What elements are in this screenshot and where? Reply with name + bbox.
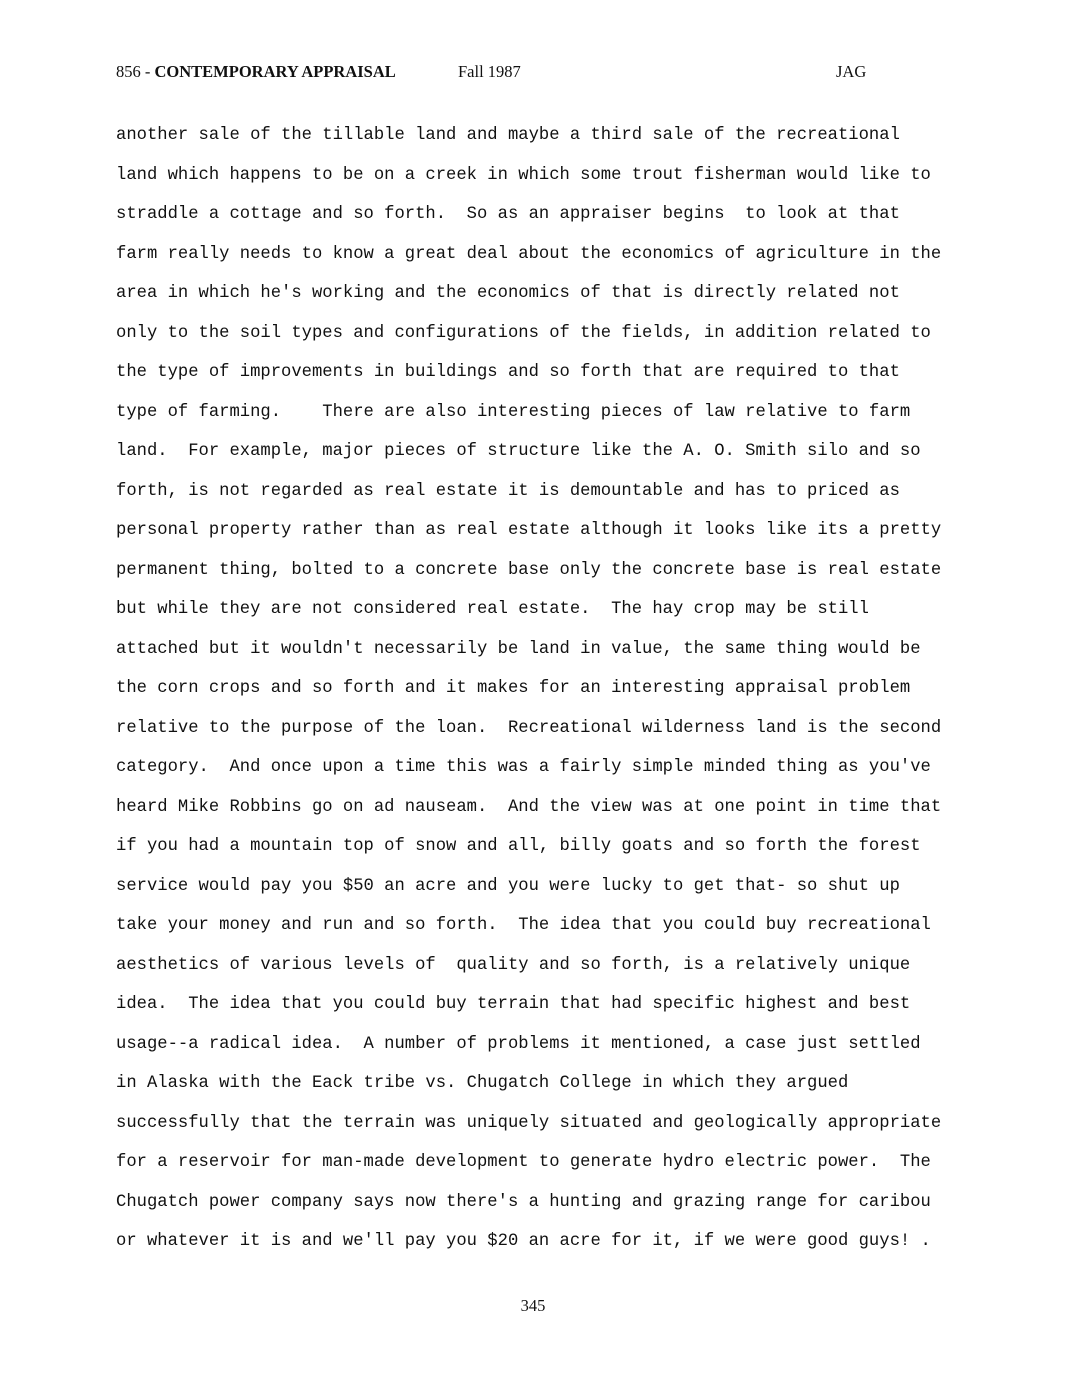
text-line: in Alaska with the Eack tribe vs. Chugatch College in which they argued: [116, 1074, 849, 1093]
text-line: usage--a radical idea. A number of problems it mentioned, a case just settled: [116, 1034, 921, 1054]
text-line: successfully that the terrain was uniquely situated and geologically appropriate: [116, 1113, 942, 1133]
transcript-body: [116, 122, 956, 1268]
text-line: the type of improvements in buildings and so forth that are required to that: [116, 363, 900, 382]
text-line: idea. The idea that you could buy terrain that had specific highest and best: [116, 995, 911, 1014]
text-line: aesthetics of various levels of quality and so forth, is a relatively unique: [116, 955, 911, 975]
text-line: Chugatch power company says now there's a hunting and grazing range for caribou: [116, 1192, 931, 1212]
text-line: land which happens to be on a creek in which some trout fisherman would like to: [116, 165, 931, 185]
course-number: 856 -: [116, 62, 155, 81]
course-title: CONTEMPORARY APPRAISAL: [154, 62, 396, 81]
text-line: heard Mike Robbins go on ad nauseam. And the view was at one point in time that: [116, 797, 942, 817]
text-line: relative to the purpose of the loan. Recreational wilderness land is the second: [116, 718, 942, 738]
text-line: category. And once upon a time this was a fairly simple minded thing as you've: [116, 758, 931, 777]
text-line: permanent thing, bolted to a concrete base only the concrete base is real estate: [116, 560, 942, 580]
text-line: personal property rather than as real estate although it looks like its a pretty: [116, 521, 942, 540]
text-line: straddle a cottage and so forth. So as an appraiser begins to look at that: [116, 205, 900, 224]
text-line: attached but it wouldn't necessarily be land in value, the same thing would be: [116, 639, 921, 659]
text-line: another sale of the tillable land and maybe a third sale of the recreational: [116, 126, 900, 145]
text-line: only to the soil types and configurations of the fields, in addition related to: [116, 323, 931, 343]
text-line: the corn crops and so forth and it makes for an interesting appraisal problem: [116, 679, 911, 698]
text-line: for a reservoir for man-made development to generate hydro electric power. The: [116, 1153, 931, 1172]
term-label: Fall 1987: [458, 62, 521, 81]
text-line: farm really needs to know a great deal about the economics of agriculture in the: [116, 244, 942, 264]
text-line: area in which he's working and the economics of that is directly related not: [116, 284, 900, 303]
page-header: [116, 62, 876, 84]
text-line: take your money and run and so forth. The idea that you could buy recreational: [116, 916, 931, 935]
text-line: land. For example, major pieces of structure like the A. O. Smith silo and so: [116, 442, 921, 461]
author-initials: JAG: [836, 62, 867, 81]
text-line: type of farming. There are also interesting pieces of law relative to farm: [116, 402, 911, 422]
text-line: service would pay you $50 an acre and you were lucky to get that- so shut up: [116, 876, 900, 896]
text-line: forth, is not regarded as real estate it is demountable and has to priced as: [116, 481, 900, 501]
text-line: but while they are not considered real estate. The hay crop may be still: [116, 600, 869, 619]
text-line: or whatever it is and we'll pay you $20 an acre for it, if we were good guys! .: [116, 1232, 931, 1251]
course-heading: [116, 62, 396, 82]
page-number: 345: [520, 1296, 546, 1315]
text-line: if you had a mountain top of snow and all, billy goats and so forth the forest: [116, 837, 921, 856]
